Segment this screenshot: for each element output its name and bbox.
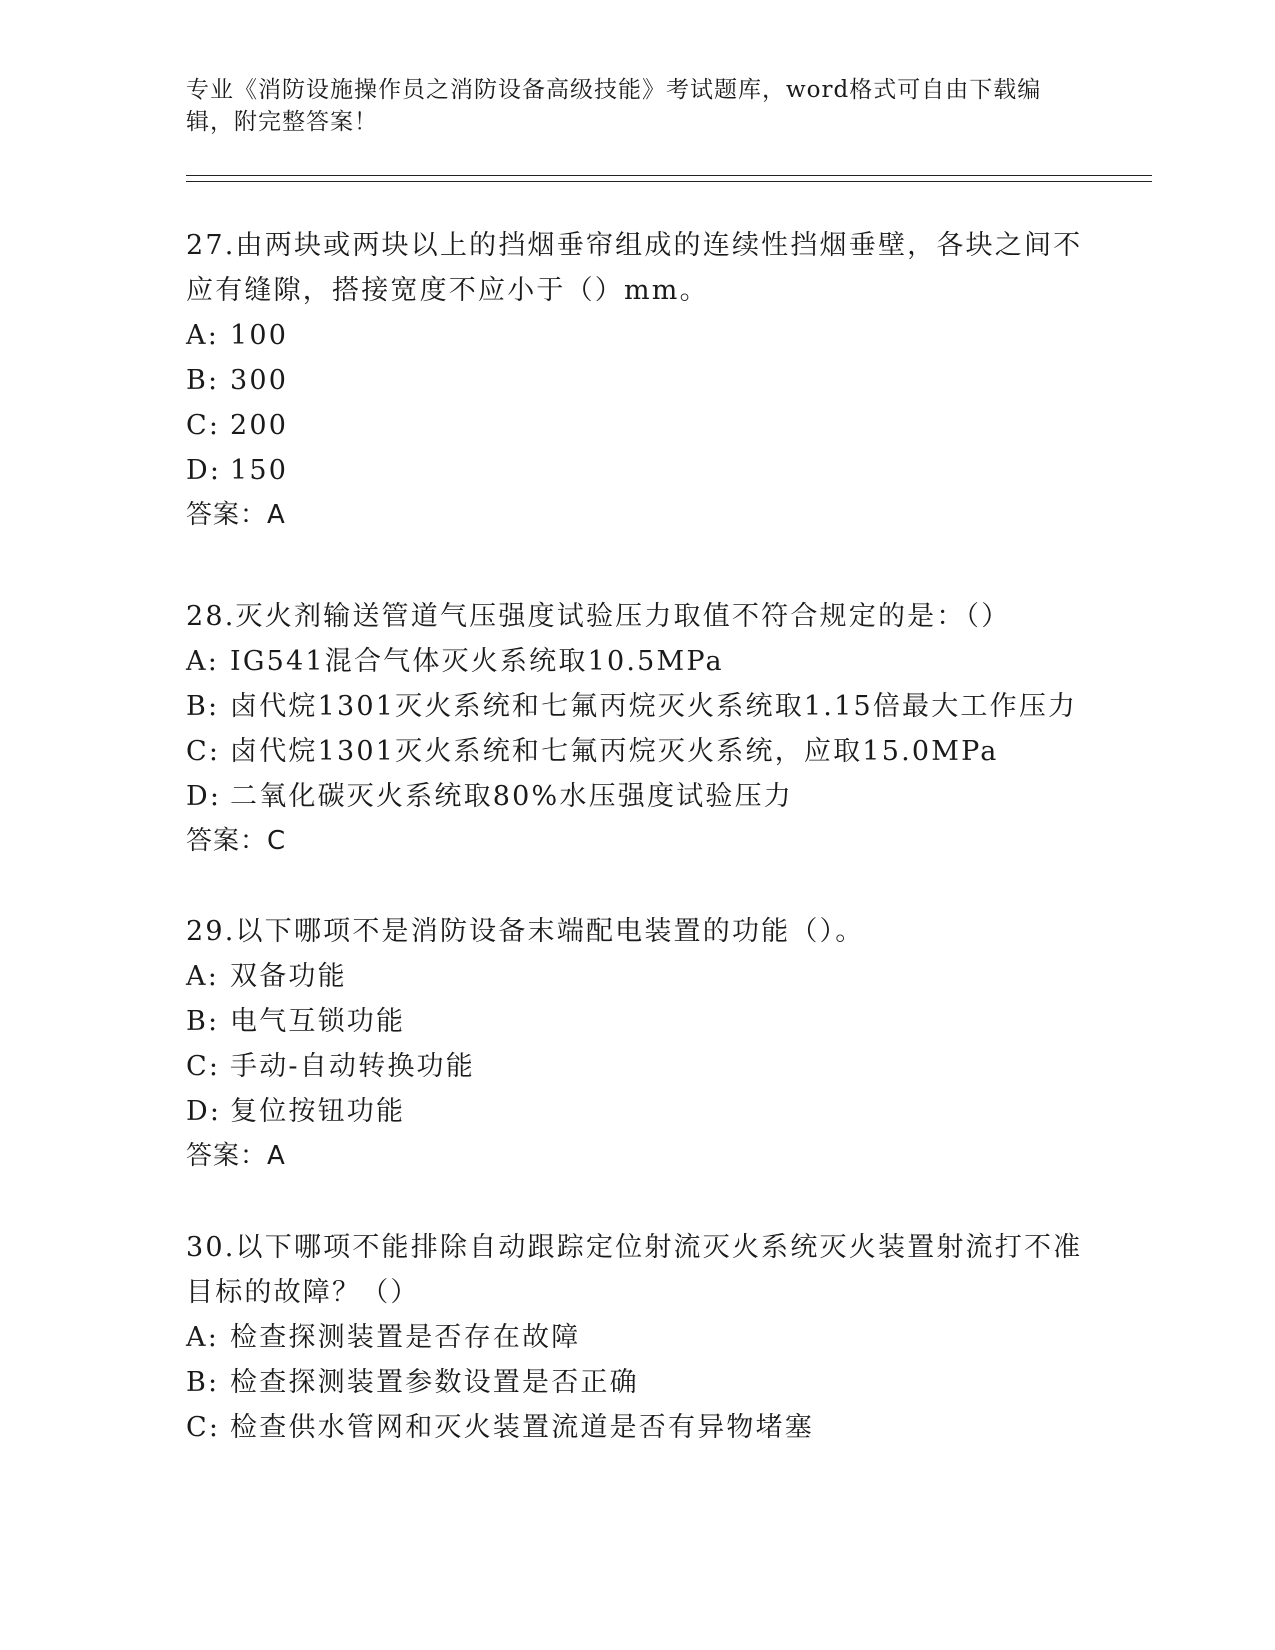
question-27 (186, 223, 1086, 538)
document-header (186, 74, 1066, 138)
option-key: A: (186, 320, 219, 351)
option-a (186, 954, 1086, 999)
option-d (186, 448, 1086, 493)
option-key: A: (186, 646, 219, 677)
option-d (186, 774, 1086, 819)
question-stem-line: 30.以下哪项不能排除自动跟踪定位射流灭火系统灭火装置射流打不准 (186, 1232, 1083, 1263)
option-key: A: (186, 961, 219, 992)
question-30 (186, 1225, 1086, 1450)
option-a (186, 1315, 1086, 1360)
option-key: C: (186, 1051, 221, 1082)
option-d (186, 1089, 1086, 1134)
option-key: B: (186, 1367, 220, 1398)
header-divider-bottom (186, 181, 1152, 182)
option-text: 卤代烷1301灭火系统和七氟丙烷灭火系统取1.15倍最大工作压力 (230, 691, 1078, 722)
option-b (186, 684, 1086, 729)
question-stem-line: 27.由两块或两块以上的挡烟垂帘组成的连续性挡烟垂壁，各块之间不 (186, 230, 1083, 261)
option-b (186, 358, 1086, 403)
option-text: 电气互锁功能 (230, 1006, 406, 1037)
option-text: 卤代烷1301灭火系统和七氟丙烷灭火系统，应取15.0MPa (230, 736, 999, 767)
header-divider-top (186, 175, 1152, 176)
option-a (186, 639, 1086, 684)
answer: 答案：A (186, 500, 286, 530)
question-28 (186, 594, 1086, 864)
option-key: D: (186, 455, 222, 486)
option-text: 检查探测装置参数设置是否正确 (230, 1367, 639, 1398)
question-29 (186, 909, 1086, 1179)
option-b (186, 1360, 1086, 1405)
question-stem-line: 29.以下哪项不是消防设备末端配电装置的功能（）。 (186, 916, 865, 947)
option-text: 双备功能 (230, 961, 347, 992)
answer: 答案：C (186, 826, 287, 856)
option-text: 200 (230, 410, 289, 441)
option-text: 复位按钮功能 (230, 1096, 406, 1127)
question-stem-line: 目标的故障？（） (186, 1277, 420, 1308)
option-text: IG541混合气体灭火系统取10.5MPa (230, 646, 724, 677)
option-a (186, 313, 1086, 358)
option-text: 检查供水管网和灭火装置流道是否有异物堵塞 (230, 1412, 814, 1443)
option-key: A: (186, 1322, 219, 1353)
option-key: D: (186, 781, 222, 812)
option-text: 300 (230, 365, 289, 396)
option-key: D: (186, 1096, 222, 1127)
option-text: 手动-自动转换功能 (230, 1051, 475, 1082)
option-key: B: (186, 365, 220, 396)
option-key: C: (186, 1412, 221, 1443)
option-key: C: (186, 410, 221, 441)
header-line-2: 辑，附完整答案！ (186, 109, 378, 135)
option-key: C: (186, 736, 221, 767)
option-key: B: (186, 1006, 220, 1037)
option-c (186, 1044, 1086, 1089)
option-b (186, 999, 1086, 1044)
option-c (186, 1405, 1086, 1450)
option-key: B: (186, 691, 220, 722)
option-text: 150 (230, 455, 289, 486)
option-text: 100 (230, 320, 289, 351)
option-text: 二氧化碳灭火系统取80%水压强度试验压力 (230, 781, 794, 812)
question-stem-line: 28.灭火剂输送管道气压强度试验压力取值不符合规定的是：（） (186, 601, 1011, 632)
option-text: 检查探测装置是否存在故障 (230, 1322, 581, 1353)
option-c (186, 403, 1086, 448)
question-stem-line: 应有缝隙，搭接宽度不应小于（）mm。 (186, 275, 709, 306)
header-line-1: 专业《消防设施操作员之消防设备高级技能》考试题库，word格式可自由下载编 (186, 77, 1042, 103)
answer: 答案：A (186, 1141, 286, 1171)
option-c (186, 729, 1086, 774)
